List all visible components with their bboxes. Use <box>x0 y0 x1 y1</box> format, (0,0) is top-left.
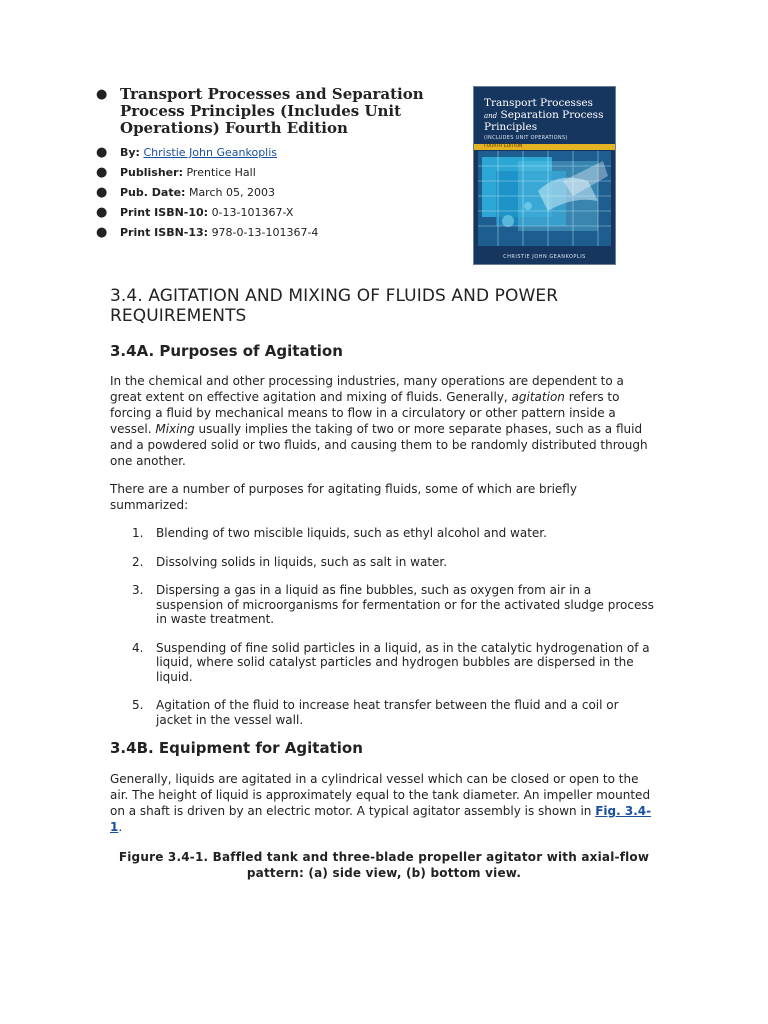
subsection-heading-a: 3.4A. Purposes of Agitation <box>110 342 343 360</box>
bullet-icon: ● <box>96 205 108 220</box>
isbn10-value: 0-13-101367-X <box>211 206 294 219</box>
book-isbn10-item <box>92 206 452 220</box>
pubdate-label: Pub. Date: <box>120 186 186 199</box>
cover-title-line3: Principles <box>484 121 538 133</box>
bullet-icon: ● <box>96 87 108 102</box>
para3-text: Generally, liquids are agitated in a cylindrical vessel which can be closed or open to the air. The height of liquid is approximately equal to the tank diameter. An impeller mounted on a shaft is driven by an electric motor. A typical agitator assembly is shown in <box>110 772 651 818</box>
cover-title-and: and <box>484 111 498 120</box>
para1-text-a: In the chemical and other processing industries, many operations are dependent to a great extent on effective agitation and mixing of fluids. Generally, <box>110 374 624 404</box>
list-item-number: 5. <box>132 698 144 712</box>
list-item <box>110 555 658 570</box>
figure-caption: Figure 3.4-1. Baffled tank and three-blade propeller agitator with axial-flow pattern: (a) side view, (b) bottom view. <box>118 850 650 880</box>
bullet-icon: ● <box>96 185 108 200</box>
isbn13-value: 978-0-13-101367-4 <box>211 226 319 239</box>
book-isbn13-item <box>92 226 452 240</box>
isbn13-label: Print ISBN-13: <box>120 226 209 239</box>
figure-link[interactable]: Fig. 3.4-1 <box>110 804 652 834</box>
cover-edition-band <box>474 144 615 150</box>
main-content <box>110 286 658 893</box>
para1-emphasis-agitation: agitation <box>511 390 565 404</box>
para1-text-c: usually implies the taking of two or more separate phases, such as a fluid and a powdered solid or two fluids, and causing them to be randomly distributed through one another. <box>110 422 648 468</box>
paragraph-equipment <box>110 771 658 835</box>
paragraph-agitation-definition <box>110 373 658 469</box>
list-item-number: 4. <box>132 640 144 655</box>
para1-emphasis-mixing: Mixing <box>155 422 195 436</box>
list-item-number: 2. <box>132 554 144 569</box>
isbn10-label: Print ISBN-10: <box>120 206 209 219</box>
pubdate-value: March 05, 2003 <box>188 186 275 199</box>
list-item-text: Dissolving solids in liquids, such as salt in water. <box>156 554 448 569</box>
list-item <box>110 698 658 727</box>
para3-end: . <box>118 820 123 834</box>
list-item-text: Blending of two miscible liquids, such as ethyl alcohol and water. <box>156 526 547 540</box>
list-item-number: 3. <box>132 583 144 597</box>
book-pubdate-item <box>92 186 452 200</box>
section-heading: 3.4. AGITATION AND MIXING OF FLUIDS AND POWER REQUIREMENTS <box>110 286 559 326</box>
list-item-text: Agitation of the fluid to increase heat transfer between the fluid and a coil or jacket in the vessel wall. <box>156 698 619 727</box>
cover-edition: FOURTH EDITION <box>484 144 523 149</box>
cover-artwork <box>478 151 611 246</box>
author-label: By: <box>120 146 140 159</box>
list-item-number: 1. <box>132 526 144 540</box>
cover-title-line2: Separation Process <box>500 108 604 121</box>
paragraph-purposes-intro: There are a number of purposes for agitating fluids, some of which are briefly summarized: <box>110 482 577 512</box>
book-publisher-item <box>92 166 452 180</box>
list-item-text: Suspending of fine solid particles in a liquid, as in the catalytic hydrogenation of a liquid, where solid catalyst particles and hydrogen bubbles are dispersed in the liquid. <box>156 640 650 684</box>
subsection-heading-b: 3.4B. Equipment for Agitation <box>110 739 363 757</box>
bullet-icon: ● <box>96 225 108 240</box>
cover-title-line1: Transport Processes <box>484 97 593 109</box>
book-author-item <box>92 146 452 160</box>
list-item-text: Dispersing a gas in a liquid as fine bubbles, such as oxygen from air in a suspension of microorganisms for fermentation or for the activated sludge process in waste treatment. <box>156 583 654 626</box>
cover-author: CHRISTIE JOHN GEANKOPLIS <box>503 254 586 260</box>
list-item <box>110 641 658 685</box>
list-item <box>110 526 658 541</box>
list-item <box>110 583 658 627</box>
publisher-label: Publisher: <box>120 166 183 179</box>
cover-title <box>484 98 609 134</box>
author-link[interactable]: Christie John Geankoplis <box>143 146 278 159</box>
purposes-list <box>110 526 658 727</box>
publisher-value: Prentice Hall <box>186 166 256 179</box>
book-cover-image <box>473 86 616 265</box>
cover-subtitle: (INCLUDES UNIT OPERATIONS) <box>484 135 568 141</box>
book-info-list <box>92 86 452 240</box>
bullet-icon: ● <box>96 145 108 160</box>
book-title: Transport Processes and Separation Process Principles (Includes Unit Operations) Fourth Edition <box>120 85 424 137</box>
bullet-icon: ● <box>96 165 108 180</box>
book-info <box>92 86 452 246</box>
book-title-item <box>92 86 452 137</box>
para1-text-b: refers to forcing a fluid by mechanical means to flow in a circulatory or other pattern inside a vessel. <box>110 390 620 436</box>
